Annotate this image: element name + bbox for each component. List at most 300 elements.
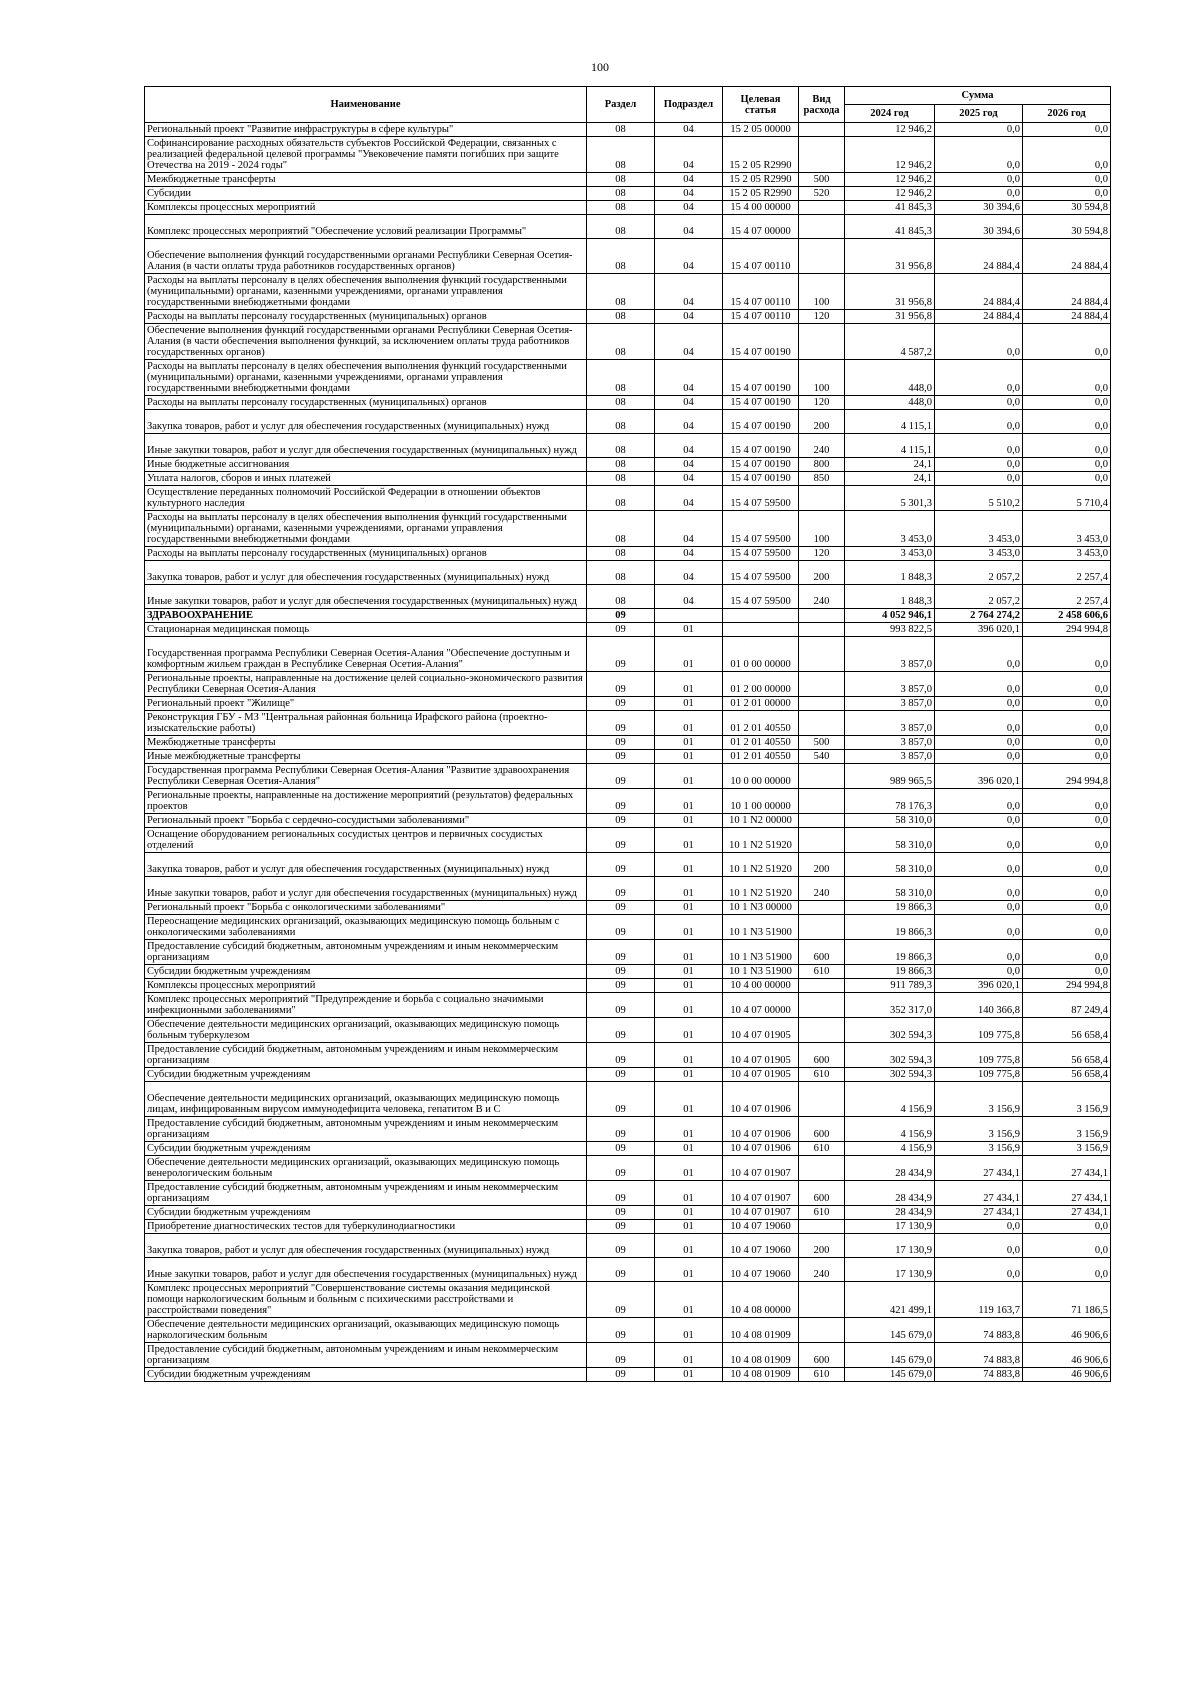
cell-celevaya: 10 1 N2 51920 — [723, 853, 799, 877]
cell-2026: 3 453,0 — [1023, 511, 1111, 547]
cell-razdel: 08 — [587, 360, 655, 396]
cell-2024: 3 857,0 — [845, 736, 935, 750]
cell-name: Предоставление субсидий бюджетным, автономным учреждениям и иным некоммерческим организациям — [145, 940, 587, 965]
cell-2025: 0,0 — [935, 915, 1023, 940]
cell-podrazdel: 01 — [655, 672, 723, 697]
cell-celevaya: 10 1 N2 51920 — [723, 828, 799, 853]
cell-2024: 352 317,0 — [845, 993, 935, 1018]
table-row — [145, 585, 1111, 609]
cell-2024: 58 310,0 — [845, 814, 935, 828]
table-row — [145, 1343, 1111, 1368]
cell-name: Закупка товаров, работ и услуг для обеспечения государственных (муниципальных) нужд — [145, 410, 587, 434]
cell-2025: 0,0 — [935, 965, 1023, 979]
header-name: Наименование — [145, 87, 587, 123]
cell-2024: 19 866,3 — [845, 965, 935, 979]
cell-2026: 294 994,8 — [1023, 979, 1111, 993]
cell-vid: 240 — [799, 877, 845, 901]
cell-2025: 396 020,1 — [935, 623, 1023, 637]
cell-podrazdel: 04 — [655, 472, 723, 486]
table-row — [145, 915, 1111, 940]
table-row — [145, 828, 1111, 853]
cell-2025: 0,0 — [935, 1258, 1023, 1282]
cell-vid — [799, 201, 845, 215]
cell-vid — [799, 814, 845, 828]
cell-name: Иные межбюджетные трансферты — [145, 750, 587, 764]
cell-name: Расходы на выплаты персоналу государственных (муниципальных) органов — [145, 547, 587, 561]
cell-celevaya: 15 4 07 59500 — [723, 486, 799, 511]
cell-celevaya: 15 4 07 00110 — [723, 274, 799, 310]
cell-vid: 120 — [799, 310, 845, 324]
cell-2025: 0,0 — [935, 853, 1023, 877]
cell-celevaya: 10 4 07 01905 — [723, 1043, 799, 1068]
table-body — [145, 123, 1111, 1382]
table-row — [145, 1318, 1111, 1343]
table-row — [145, 940, 1111, 965]
cell-2026: 56 658,4 — [1023, 1043, 1111, 1068]
cell-vid — [799, 915, 845, 940]
cell-vid: 120 — [799, 547, 845, 561]
cell-2025: 396 020,1 — [935, 764, 1023, 789]
table-row — [145, 1142, 1111, 1156]
cell-razdel: 09 — [587, 1156, 655, 1181]
table-row — [145, 123, 1111, 137]
cell-celevaya: 01 2 00 00000 — [723, 672, 799, 697]
cell-2025: 3 453,0 — [935, 547, 1023, 561]
cell-vid: 610 — [799, 1142, 845, 1156]
cell-name: Субсидии бюджетным учреждениям — [145, 1368, 587, 1382]
cell-2026: 294 994,8 — [1023, 764, 1111, 789]
cell-2025: 0,0 — [935, 877, 1023, 901]
cell-razdel: 09 — [587, 1343, 655, 1368]
cell-celevaya: 01 2 01 40550 — [723, 711, 799, 736]
cell-celevaya: 15 4 07 59500 — [723, 511, 799, 547]
cell-celevaya: 10 1 N3 00000 — [723, 901, 799, 915]
cell-razdel: 09 — [587, 1258, 655, 1282]
cell-razdel: 08 — [587, 123, 655, 137]
cell-2026: 0,0 — [1023, 1220, 1111, 1234]
cell-razdel: 09 — [587, 609, 655, 623]
cell-2025: 3 453,0 — [935, 511, 1023, 547]
table-row — [145, 360, 1111, 396]
table-row — [145, 814, 1111, 828]
cell-2026: 56 658,4 — [1023, 1018, 1111, 1043]
cell-name: Закупка товаров, работ и услуг для обеспечения государственных (муниципальных) нужд — [145, 853, 587, 877]
cell-razdel: 09 — [587, 1043, 655, 1068]
cell-podrazdel: 01 — [655, 901, 723, 915]
cell-2025: 109 775,8 — [935, 1018, 1023, 1043]
cell-name: Закупка товаров, работ и услуг для обеспечения государственных (муниципальных) нужд — [145, 1234, 587, 1258]
cell-name: Оснащение оборудованием региональных сосудистых центров и первичных сосудистых отделений — [145, 828, 587, 853]
cell-2026: 0,0 — [1023, 410, 1111, 434]
cell-2026: 0,0 — [1023, 360, 1111, 396]
table-row — [145, 1258, 1111, 1282]
cell-vid — [799, 239, 845, 274]
header-vid: Вид расхода — [799, 87, 845, 123]
cell-2025: 109 775,8 — [935, 1043, 1023, 1068]
cell-2025: 0,0 — [935, 324, 1023, 360]
cell-celevaya: 10 4 07 01907 — [723, 1181, 799, 1206]
cell-razdel: 09 — [587, 789, 655, 814]
cell-2026: 0,0 — [1023, 637, 1111, 672]
cell-razdel: 09 — [587, 993, 655, 1018]
cell-2025: 0,0 — [935, 789, 1023, 814]
table-row — [145, 736, 1111, 750]
cell-2024: 17 130,9 — [845, 1258, 935, 1282]
cell-2024: 12 946,2 — [845, 123, 935, 137]
cell-2024: 78 176,3 — [845, 789, 935, 814]
cell-name: Региональный проект "Жилище" — [145, 697, 587, 711]
cell-podrazdel: 01 — [655, 853, 723, 877]
cell-vid — [799, 1220, 845, 1234]
cell-vid — [799, 1318, 845, 1343]
cell-podrazdel: 01 — [655, 979, 723, 993]
cell-razdel: 09 — [587, 1234, 655, 1258]
cell-2024: 12 946,2 — [845, 173, 935, 187]
cell-2025: 0,0 — [935, 1220, 1023, 1234]
cell-podrazdel: 01 — [655, 1082, 723, 1117]
cell-vid: 610 — [799, 1068, 845, 1082]
cell-podrazdel: 01 — [655, 711, 723, 736]
cell-2025: 27 434,1 — [935, 1181, 1023, 1206]
cell-2025: 0,0 — [935, 901, 1023, 915]
cell-2026: 46 906,6 — [1023, 1318, 1111, 1343]
cell-vid: 500 — [799, 173, 845, 187]
cell-name: Межбюджетные трансферты — [145, 736, 587, 750]
cell-2025: 0,0 — [935, 637, 1023, 672]
cell-2025: 74 883,8 — [935, 1368, 1023, 1382]
cell-razdel: 08 — [587, 274, 655, 310]
cell-razdel: 09 — [587, 979, 655, 993]
table-row — [145, 1368, 1111, 1382]
cell-podrazdel: 01 — [655, 1318, 723, 1343]
cell-vid: 520 — [799, 187, 845, 201]
cell-2025: 0,0 — [935, 360, 1023, 396]
cell-razdel: 08 — [587, 486, 655, 511]
cell-2024: 3 857,0 — [845, 750, 935, 764]
cell-vid: 600 — [799, 1117, 845, 1142]
cell-vid — [799, 609, 845, 623]
cell-celevaya: 10 4 07 01906 — [723, 1142, 799, 1156]
cell-vid: 610 — [799, 1206, 845, 1220]
cell-razdel: 09 — [587, 672, 655, 697]
cell-celevaya: 10 1 N3 51900 — [723, 940, 799, 965]
cell-2026: 294 994,8 — [1023, 623, 1111, 637]
table-row — [145, 764, 1111, 789]
cell-vid: 120 — [799, 396, 845, 410]
cell-name: Комплексы процессных мероприятий — [145, 201, 587, 215]
cell-2025: 3 156,9 — [935, 1117, 1023, 1142]
cell-2024: 58 310,0 — [845, 853, 935, 877]
cell-celevaya: 10 4 07 19060 — [723, 1258, 799, 1282]
table-row — [145, 396, 1111, 410]
cell-razdel: 09 — [587, 1018, 655, 1043]
cell-name: Комплекс процессных мероприятий "Совершенствование системы оказания медицинской помощи наркологическим больным и больным с психическими расстройствами и расстройствами поведения" — [145, 1282, 587, 1318]
cell-2026: 0,0 — [1023, 137, 1111, 173]
cell-name: Межбюджетные трансферты — [145, 173, 587, 187]
cell-2024: 28 434,9 — [845, 1206, 935, 1220]
cell-name: Региональный проект "Борьба с онкологическими заболеваниями" — [145, 901, 587, 915]
cell-podrazdel: 01 — [655, 1282, 723, 1318]
cell-2024: 24,1 — [845, 472, 935, 486]
cell-razdel: 09 — [587, 901, 655, 915]
cell-vid: 610 — [799, 1368, 845, 1382]
cell-name: Закупка товаров, работ и услуг для обеспечения государственных (муниципальных) нужд — [145, 561, 587, 585]
cell-vid — [799, 1082, 845, 1117]
cell-2026: 0,0 — [1023, 814, 1111, 828]
cell-2026: 27 434,1 — [1023, 1206, 1111, 1220]
cell-podrazdel: 04 — [655, 547, 723, 561]
cell-name: Региональный проект "Развитие инфраструктуры в сфере культуры" — [145, 123, 587, 137]
cell-podrazdel: 01 — [655, 1234, 723, 1258]
cell-podrazdel: 04 — [655, 274, 723, 310]
table-row — [145, 561, 1111, 585]
cell-vid: 540 — [799, 750, 845, 764]
cell-podrazdel: 01 — [655, 637, 723, 672]
cell-podrazdel: 01 — [655, 1206, 723, 1220]
cell-celevaya: 10 4 07 01905 — [723, 1018, 799, 1043]
cell-2024: 3 857,0 — [845, 637, 935, 672]
cell-podrazdel: 04 — [655, 187, 723, 201]
cell-celevaya: 10 4 08 00000 — [723, 1282, 799, 1318]
table-row — [145, 1220, 1111, 1234]
cell-name: Приобретение диагностических тестов для туберкулинодиагностики — [145, 1220, 587, 1234]
cell-2026: 24 884,4 — [1023, 239, 1111, 274]
cell-2024: 4 115,1 — [845, 410, 935, 434]
cell-2026: 3 453,0 — [1023, 547, 1111, 561]
cell-name: Расходы на выплаты персоналу в целях обеспечения выполнения функций государственными (муниципальными) органами, казенными учреждениями, органами управления государственными внебюджетными фондами — [145, 511, 587, 547]
cell-2025: 30 394,6 — [935, 215, 1023, 239]
cell-2025: 0,0 — [935, 940, 1023, 965]
cell-vid: 850 — [799, 472, 845, 486]
cell-2026: 3 156,9 — [1023, 1117, 1111, 1142]
cell-celevaya: 10 1 N2 00000 — [723, 814, 799, 828]
cell-vid — [799, 324, 845, 360]
cell-2024: 31 956,8 — [845, 310, 935, 324]
table-row — [145, 201, 1111, 215]
cell-podrazdel: 04 — [655, 360, 723, 396]
cell-vid — [799, 486, 845, 511]
cell-vid: 800 — [799, 458, 845, 472]
table-row — [145, 979, 1111, 993]
cell-2025: 27 434,1 — [935, 1206, 1023, 1220]
cell-razdel: 08 — [587, 511, 655, 547]
cell-podrazdel: 04 — [655, 310, 723, 324]
cell-2024: 993 822,5 — [845, 623, 935, 637]
table-row — [145, 511, 1111, 547]
cell-celevaya: 10 4 07 01907 — [723, 1156, 799, 1181]
cell-razdel: 08 — [587, 561, 655, 585]
cell-name: Иные закупки товаров, работ и услуг для обеспечения государственных (муниципальных) нужд — [145, 434, 587, 458]
cell-2024: 28 434,9 — [845, 1156, 935, 1181]
table-row — [145, 1234, 1111, 1258]
cell-name: Комплекс процессных мероприятий "Обеспечение условий реализации Программы" — [145, 215, 587, 239]
cell-2024: 448,0 — [845, 360, 935, 396]
table-row — [145, 410, 1111, 434]
cell-celevaya: 15 4 07 00190 — [723, 434, 799, 458]
cell-2025: 0,0 — [935, 458, 1023, 472]
cell-name: Предоставление субсидий бюджетным, автономным учреждениям и иным некоммерческим организациям — [145, 1181, 587, 1206]
cell-name: Расходы на выплаты персоналу в целях обеспечения выполнения функций государственными (муниципальными) органами, казенными учреждениями, органами управления государственными внебюджетными фондами — [145, 360, 587, 396]
cell-2025: 109 775,8 — [935, 1068, 1023, 1082]
cell-celevaya: 15 4 07 00190 — [723, 458, 799, 472]
cell-razdel: 09 — [587, 736, 655, 750]
cell-2024: 145 679,0 — [845, 1343, 935, 1368]
cell-2026: 0,0 — [1023, 853, 1111, 877]
cell-celevaya: 15 2 05 R2990 — [723, 137, 799, 173]
cell-name: Обеспечение выполнения функций государственными органами Республики Северная Осетия-Алания (в части обеспечения выполнения функций, за исключением оплаты труда работников государственных органов) — [145, 324, 587, 360]
cell-2024: 421 499,1 — [845, 1282, 935, 1318]
cell-podrazdel: 01 — [655, 764, 723, 789]
cell-podrazdel: 04 — [655, 486, 723, 511]
cell-vid — [799, 623, 845, 637]
cell-razdel: 09 — [587, 1142, 655, 1156]
cell-razdel: 08 — [587, 458, 655, 472]
cell-razdel: 08 — [587, 434, 655, 458]
cell-celevaya: 15 4 07 59500 — [723, 547, 799, 561]
cell-2026: 2 458 606,6 — [1023, 609, 1111, 623]
cell-celevaya: 10 4 08 01909 — [723, 1368, 799, 1382]
cell-2026: 27 434,1 — [1023, 1156, 1111, 1181]
cell-name: Субсидии — [145, 187, 587, 201]
cell-2025: 0,0 — [935, 736, 1023, 750]
cell-vid: 100 — [799, 274, 845, 310]
cell-name: Иные бюджетные ассигнования — [145, 458, 587, 472]
cell-razdel: 09 — [587, 814, 655, 828]
cell-celevaya: 10 4 07 01907 — [723, 1206, 799, 1220]
cell-2026: 0,0 — [1023, 1234, 1111, 1258]
cell-razdel: 09 — [587, 915, 655, 940]
cell-2026: 0,0 — [1023, 901, 1111, 915]
cell-razdel: 09 — [587, 623, 655, 637]
table-row — [145, 877, 1111, 901]
cell-2025: 0,0 — [935, 828, 1023, 853]
cell-podrazdel: 01 — [655, 814, 723, 828]
table-row — [145, 853, 1111, 877]
cell-celevaya: 15 4 07 00190 — [723, 360, 799, 396]
cell-razdel: 08 — [587, 310, 655, 324]
table-row — [145, 1117, 1111, 1142]
table-row — [145, 672, 1111, 697]
cell-2025: 27 434,1 — [935, 1156, 1023, 1181]
cell-podrazdel: 04 — [655, 239, 723, 274]
cell-2024: 17 130,9 — [845, 1220, 935, 1234]
cell-2025: 3 156,9 — [935, 1082, 1023, 1117]
table-row — [145, 215, 1111, 239]
cell-razdel: 08 — [587, 324, 655, 360]
cell-razdel: 08 — [587, 201, 655, 215]
cell-name: Осуществление переданных полномочий Российской Федерации в отношении объектов культурного наследия — [145, 486, 587, 511]
cell-name: Расходы на выплаты персоналу государственных (муниципальных) органов — [145, 310, 587, 324]
table-row — [145, 1068, 1111, 1082]
cell-2024: 3 453,0 — [845, 547, 935, 561]
cell-vid: 200 — [799, 561, 845, 585]
cell-celevaya: 15 2 05 R2990 — [723, 187, 799, 201]
table-row — [145, 1282, 1111, 1318]
cell-celevaya: 01 2 01 40550 — [723, 736, 799, 750]
cell-podrazdel: 01 — [655, 993, 723, 1018]
table-row — [145, 711, 1111, 736]
cell-2025: 74 883,8 — [935, 1343, 1023, 1368]
cell-2024: 19 866,3 — [845, 915, 935, 940]
cell-vid — [799, 901, 845, 915]
cell-2025: 0,0 — [935, 123, 1023, 137]
cell-celevaya: 01 0 00 00000 — [723, 637, 799, 672]
cell-2025: 74 883,8 — [935, 1318, 1023, 1343]
cell-podrazdel: 01 — [655, 1368, 723, 1382]
cell-2026: 0,0 — [1023, 965, 1111, 979]
cell-celevaya: 10 1 N2 51920 — [723, 877, 799, 901]
cell-podrazdel: 01 — [655, 1181, 723, 1206]
cell-2025: 0,0 — [935, 711, 1023, 736]
cell-podrazdel: 01 — [655, 877, 723, 901]
cell-celevaya: 10 4 07 19060 — [723, 1220, 799, 1234]
cell-razdel: 08 — [587, 396, 655, 410]
cell-podrazdel: 01 — [655, 750, 723, 764]
cell-name: Субсидии бюджетным учреждениям — [145, 1142, 587, 1156]
budget-table — [144, 86, 1111, 1382]
cell-podrazdel: 01 — [655, 1156, 723, 1181]
cell-name: Региональные проекты, направленные на достижение целей социально-экономического развития Республики Северная Осетия-Алания — [145, 672, 587, 697]
cell-name: Комплекс процессных мероприятий "Предупреждение и борьба с социально значимыми инфекционными заболеваниями" — [145, 993, 587, 1018]
cell-celevaya — [723, 609, 799, 623]
cell-2024: 17 130,9 — [845, 1234, 935, 1258]
header-podrazdel: Подраздел — [655, 87, 723, 123]
table-row — [145, 1181, 1111, 1206]
header-summa: Сумма — [845, 87, 1111, 105]
cell-podrazdel: 01 — [655, 915, 723, 940]
cell-celevaya: 15 2 05 00000 — [723, 123, 799, 137]
table-row — [145, 901, 1111, 915]
cell-2024: 24,1 — [845, 458, 935, 472]
header-2026: 2026 год — [1023, 105, 1111, 123]
table-row — [145, 637, 1111, 672]
cell-celevaya — [723, 623, 799, 637]
cell-name: Обеспечение деятельности медицинских организаций, оказывающих медицинскую помощь больным туберкулезом — [145, 1018, 587, 1043]
table-row — [145, 1082, 1111, 1117]
cell-vid — [799, 1282, 845, 1318]
cell-2026: 87 249,4 — [1023, 993, 1111, 1018]
cell-2024: 145 679,0 — [845, 1318, 935, 1343]
cell-name: Иные закупки товаров, работ и услуг для обеспечения государственных (муниципальных) нужд — [145, 877, 587, 901]
table-row — [145, 137, 1111, 173]
cell-name: Предоставление субсидий бюджетным, автономным учреждениям и иным некоммерческим организациям — [145, 1117, 587, 1142]
cell-razdel: 09 — [587, 1206, 655, 1220]
table-row — [145, 609, 1111, 623]
cell-vid — [799, 637, 845, 672]
cell-razdel: 09 — [587, 940, 655, 965]
cell-celevaya: 10 1 N3 51900 — [723, 965, 799, 979]
cell-vid — [799, 672, 845, 697]
cell-2026: 5 710,4 — [1023, 486, 1111, 511]
table-row — [145, 623, 1111, 637]
cell-2026: 30 594,8 — [1023, 215, 1111, 239]
cell-celevaya: 15 4 07 59500 — [723, 561, 799, 585]
cell-2025: 0,0 — [935, 396, 1023, 410]
cell-2026: 0,0 — [1023, 123, 1111, 137]
cell-podrazdel: 04 — [655, 561, 723, 585]
cell-celevaya: 10 4 07 01906 — [723, 1117, 799, 1142]
cell-razdel: 09 — [587, 1068, 655, 1082]
cell-vid — [799, 979, 845, 993]
cell-name: Предоставление субсидий бюджетным, автономным учреждениям и иным некоммерческим организациям — [145, 1343, 587, 1368]
cell-razdel: 08 — [587, 410, 655, 434]
cell-name: Субсидии бюджетным учреждениям — [145, 1206, 587, 1220]
cell-podrazdel: 01 — [655, 1068, 723, 1082]
cell-celevaya: 10 4 07 19060 — [723, 1234, 799, 1258]
cell-2026: 0,0 — [1023, 697, 1111, 711]
cell-celevaya: 15 4 07 00110 — [723, 310, 799, 324]
cell-2025: 0,0 — [935, 750, 1023, 764]
